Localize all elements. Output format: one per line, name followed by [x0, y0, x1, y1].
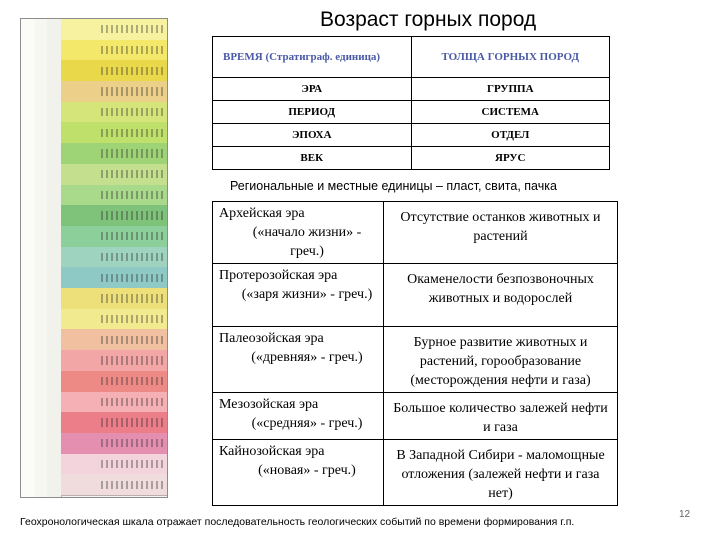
- header-time-cell: ВРЕМЯ (Стратиграф. единица): [213, 37, 412, 78]
- rock-unit-cell: ЯРУС: [411, 147, 610, 170]
- time-unit-cell: ЭРА: [213, 78, 412, 101]
- table-row: [213, 202, 618, 264]
- era-name: Палеозойская эра: [219, 331, 324, 346]
- era-description: Отсутствие останков животных и растений: [384, 202, 618, 264]
- scale-band: [61, 143, 167, 165]
- scale-band-text: [101, 460, 163, 468]
- eras-table: [212, 201, 618, 506]
- scale-column-period: [47, 19, 62, 497]
- table-row: [213, 327, 618, 393]
- era-meaning: («древняя» - греч.): [251, 350, 363, 365]
- scale-band-text: [101, 418, 163, 426]
- header-layers-cell: ТОЛЩА ГОРНЫХ ПОРОД: [411, 37, 610, 78]
- scale-band: [61, 19, 167, 41]
- rock-unit-cell: ГРУППА: [411, 78, 610, 101]
- time-unit-cell: ПЕРИОД: [213, 101, 412, 124]
- regional-units-note: Региональные и местные единицы – пласт, свита, пачка: [230, 179, 557, 193]
- scale-band-text: [101, 336, 163, 344]
- stratigraphic-units-table: [212, 36, 610, 170]
- era-cell: [213, 202, 384, 264]
- scale-band-text: [101, 377, 163, 385]
- scale-band-text: [101, 87, 163, 95]
- scale-band: [61, 81, 167, 103]
- era-meaning: («заря жизни» - греч.): [241, 287, 373, 302]
- scale-band: [61, 102, 167, 124]
- scale-band-text: [101, 191, 163, 199]
- scale-band-text: [101, 67, 163, 75]
- table-row: [213, 101, 610, 124]
- era-cell: [213, 440, 384, 506]
- scale-band-text: [101, 46, 163, 54]
- era-meaning: («средняя» - греч.): [251, 416, 363, 431]
- rock-unit-cell: СИСТЕМА: [411, 101, 610, 124]
- scale-band: [61, 371, 167, 393]
- time-unit-cell: ВЕК: [213, 147, 412, 170]
- table-row: [213, 264, 618, 327]
- era-description: Большое количество залежей нефти и газа: [384, 393, 618, 440]
- scale-band-text: [101, 356, 163, 364]
- time-unit-cell: ЭПОХА: [213, 124, 412, 147]
- scale-band: [61, 392, 167, 414]
- scale-band: [61, 122, 167, 144]
- scale-band: [61, 60, 167, 82]
- scale-band: [61, 40, 167, 62]
- era-name: Протерозойская эра: [219, 268, 338, 283]
- table-row: [213, 124, 610, 147]
- scale-band: [61, 329, 167, 351]
- scale-band: [61, 454, 167, 476]
- era-description: В Западной Сибири - маломощные отложения (залежей нефти и газа нет): [384, 440, 618, 506]
- scale-band-text: [101, 481, 163, 489]
- scale-band-text: [101, 315, 163, 323]
- scale-band-text: [101, 108, 163, 116]
- era-name: Мезозойская эра: [219, 397, 319, 412]
- scale-band-text: [101, 129, 163, 137]
- table-row: [213, 147, 610, 170]
- geochronological-scale-image: [20, 18, 168, 498]
- rock-unit-cell: ОТДЕЛ: [411, 124, 610, 147]
- scale-band: [61, 474, 167, 496]
- scale-band-text: [101, 211, 163, 219]
- era-cell: [213, 264, 384, 327]
- scale-band-text: [101, 149, 163, 157]
- table-row: [213, 393, 618, 440]
- scale-band-text: [101, 439, 163, 447]
- scale-band: [61, 350, 167, 372]
- era-name: Кайнозойская эра: [219, 444, 325, 459]
- era-cell: [213, 393, 384, 440]
- table-row: [213, 440, 618, 506]
- scale-band: [61, 309, 167, 331]
- scale-band: [61, 205, 167, 227]
- scale-band-text: [101, 253, 163, 261]
- scale-band: [61, 433, 167, 455]
- slide-title: Возраст горных пород: [320, 8, 537, 31]
- era-meaning: («начало жизни» - греч.): [252, 225, 362, 259]
- scale-band: [61, 226, 167, 248]
- era-name: Архейская эра: [219, 206, 305, 221]
- table-row: [213, 78, 610, 101]
- scale-band: [61, 267, 167, 289]
- table-header-row: [213, 37, 610, 78]
- era-description: Окаменелости безпозвоночных животных и водорослей: [384, 264, 618, 327]
- scale-band-text: [101, 398, 163, 406]
- scale-band: [61, 247, 167, 269]
- footnote: Геохронологическая шкала отражает последовательность геологических событий по времени формирования г.п.: [20, 516, 575, 528]
- page-number: 12: [679, 509, 691, 520]
- scale-column-eon: [21, 19, 36, 497]
- scale-band-text: [101, 170, 163, 178]
- scale-band: [61, 288, 167, 310]
- era-cell: [213, 327, 384, 393]
- era-meaning: («новая» - греч.): [258, 463, 356, 478]
- scale-band-text: [101, 25, 163, 33]
- scale-band: [61, 164, 167, 186]
- era-description: Бурное развитие животных и растений, горообразование (месторождения нефти и газа): [384, 327, 618, 393]
- scale-band-text: [101, 274, 163, 282]
- scale-band-text: [101, 294, 163, 302]
- scale-band: [61, 185, 167, 207]
- scale-band: [61, 412, 167, 434]
- scale-band-text: [101, 232, 163, 240]
